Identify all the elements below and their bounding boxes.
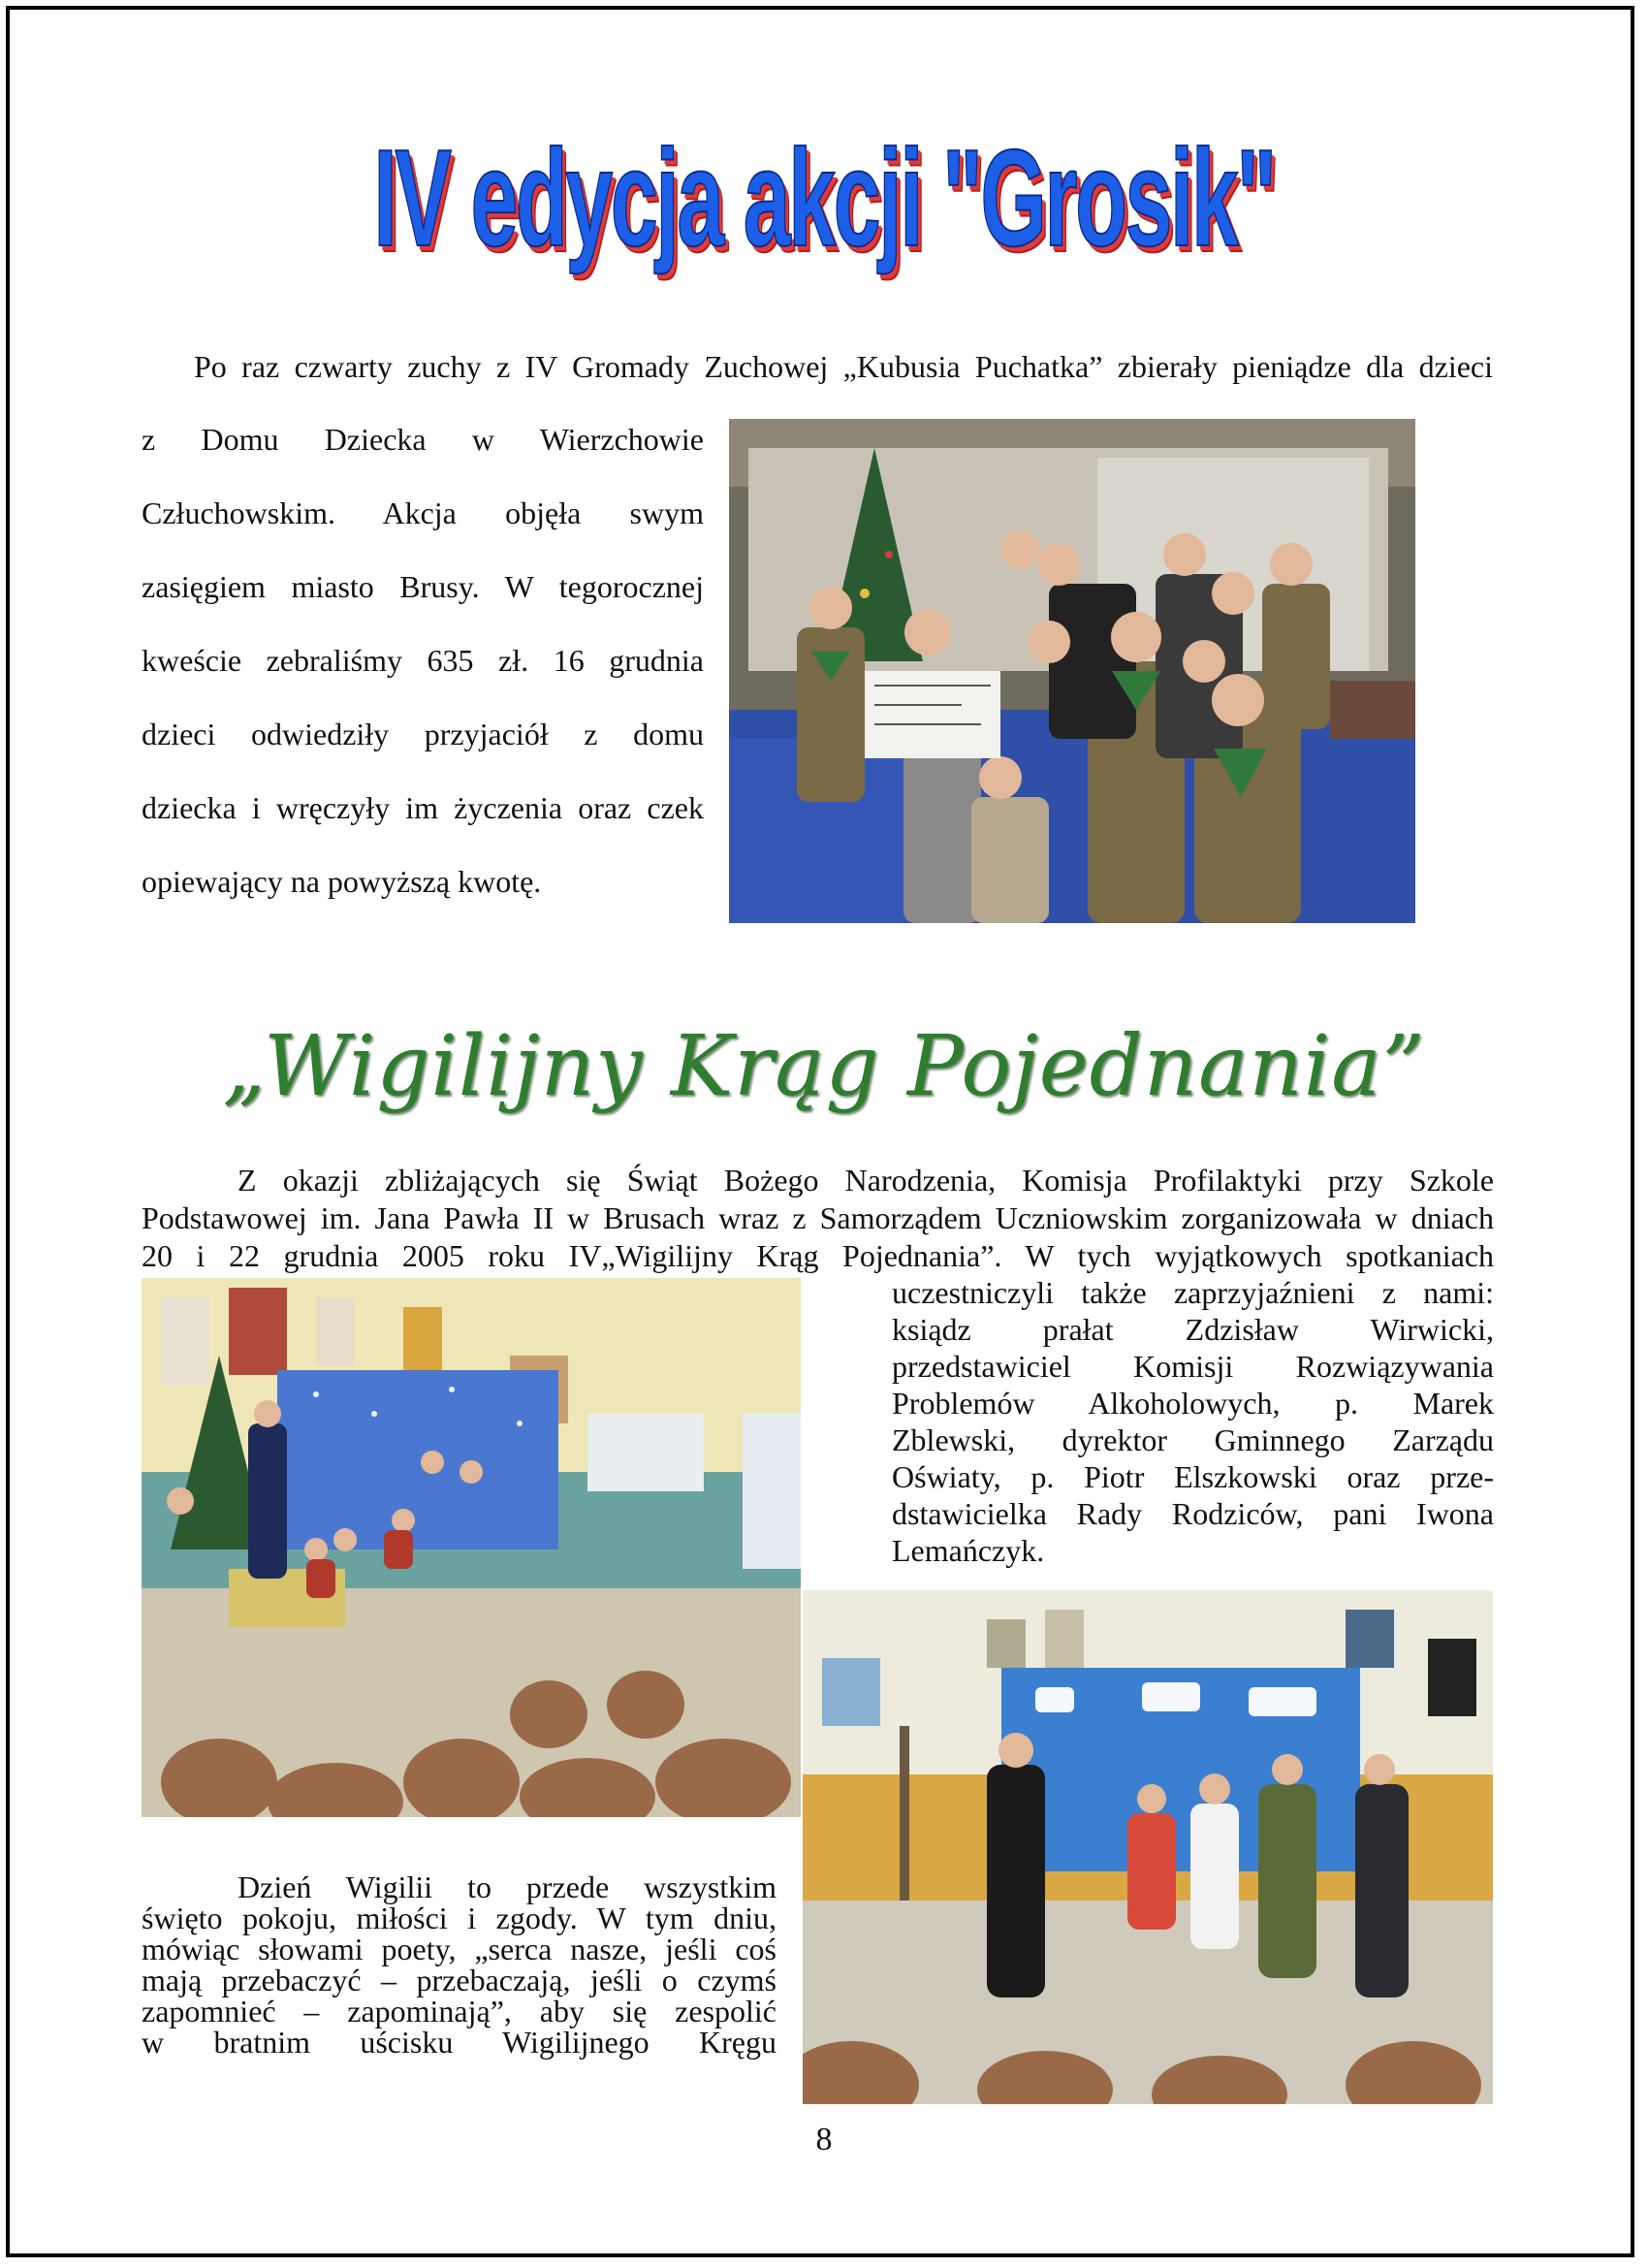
paragraph-line: przedstawiciel Komisji Rozwiązywania — [892, 1349, 1494, 1384]
paragraph-line: zasięgiem miasto Brusy. W tegorocznej — [142, 569, 704, 604]
paragraph-line: z Domu Dziecka w Wierzchowie — [142, 422, 704, 457]
paragraph-line: opiewający na powyższą kwotę. — [142, 864, 542, 899]
photo-wigilia-ceremony — [803, 1590, 1493, 2104]
paragraph-line: Oświaty, p. Piotr Elszkowski oraz prze- — [892, 1459, 1494, 1494]
photo-school-hall-performance — [142, 1278, 801, 1817]
paragraph-line: Z okazji zbliżających się Świąt Bożego Narodzenia, Komisja Profilaktyki przy Szkole — [238, 1163, 1494, 1198]
paragraph-line: mówiąc słowami poety, „serca nasze, jeśli coś — [142, 1932, 776, 1966]
paragraph-line: święto pokoju, miłości i zgody. W tym dniu, — [142, 1901, 776, 1935]
paragraph-line: mają przebaczyć – przebaczają, jeśli o czymś — [142, 1963, 776, 1997]
paragraph-line: Po raz czwarty zuchy z IV Gromady Zuchowej „Kubusia Puchatka” zbierały pieniądze dla dzieci — [194, 349, 1493, 384]
paragraph-line: dstawicielka Rady Rodziców, pani Iwona — [892, 1496, 1494, 1531]
paragraph-line: Problemów Alkoholowych, p. Marek — [892, 1386, 1494, 1421]
paragraph-line: dziecka i wręczyły im życzenia oraz czek — [142, 790, 704, 825]
paragraph-line: dzieci odwiedziły przyjaciół z domu — [142, 717, 704, 751]
paragraph-line: uczestniczyli także zaprzyjaźnieni z nami: — [892, 1275, 1494, 1310]
paragraph-line: w bratnim uścisku Wigilijnego Kręgu — [142, 2025, 776, 2060]
page-number: 8 — [815, 2122, 833, 2157]
paragraph-line: kweście zebraliśmy 635 zł. 16 grudnia — [142, 643, 704, 678]
paragraph-line: Lemańczyk. — [892, 1533, 1045, 1568]
paragraph-line: Człuchowskim. Akcja objęła swym — [142, 495, 704, 530]
article-title-wigilijny: „Wigilijny Krąg Pojednania” — [222, 1018, 1426, 1115]
paragraph-line: Zblewski, dyrektor Gminnego Zarządu — [892, 1422, 1494, 1457]
paragraph-line: Podstawowej im. Jana Pawła II w Brusach wraz z Samorządem Uczniowskim zorganizowała w dniach — [142, 1200, 1494, 1235]
paragraph-line: 20 i 22 grudnia 2005 roku IV„Wigilijny Krąg Pojednania”. W tych wyjątkowych spotkaniach — [142, 1238, 1494, 1273]
photo-scouts-with-cheque — [729, 419, 1415, 923]
paragraph-line: ksiądz prałat Zdzisław Wirwicki, — [892, 1312, 1494, 1347]
paragraph-line: Dzień Wigilii to przede wszystkim — [238, 1869, 776, 1904]
article-title-grosik: IV edycja akcji "Grosik" — [373, 121, 1275, 275]
paragraph-line: zapomnieć – zapominają”, aby się zespolić — [142, 1994, 776, 2028]
